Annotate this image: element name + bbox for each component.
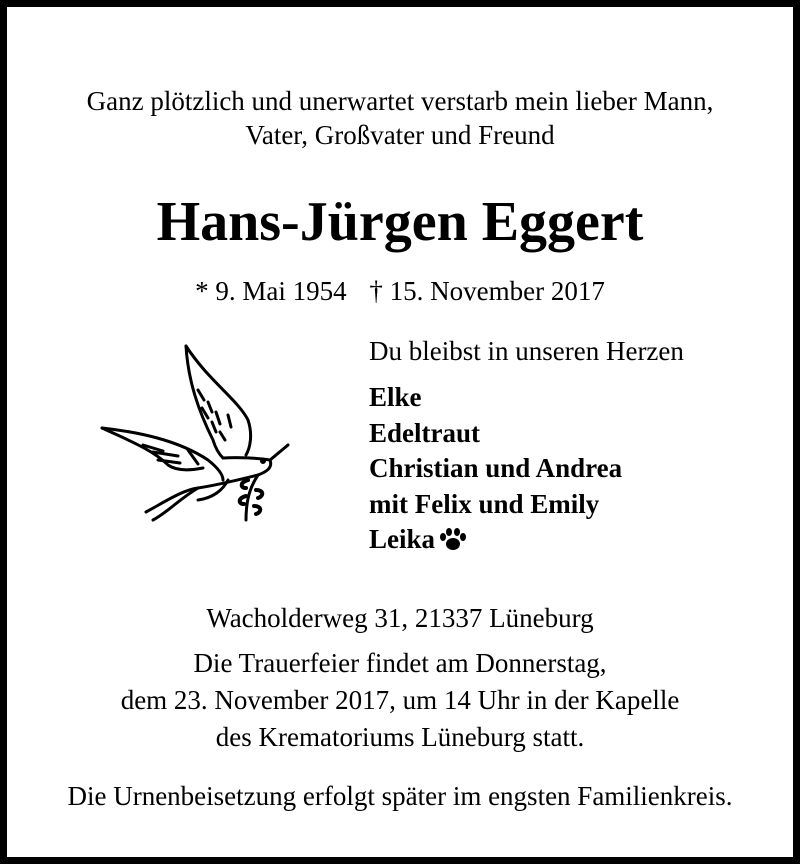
- dove-icon: [98, 340, 298, 530]
- burial-note: Die Urnenbeisetzung erfolgt später im engsten Familienkreis.: [67, 781, 733, 811]
- mourners-list: [369, 380, 622, 558]
- mourner: Christian und Andrea: [369, 453, 623, 483]
- intro-line-1: Ganz plötzlich und unerwartet verstarb mein lieber Mann,: [86, 86, 714, 116]
- death-date: † 15. November 2017: [369, 276, 605, 306]
- intro-line-2: Vater, Großvater und Freund: [245, 120, 555, 150]
- life-dates: [0, 275, 800, 307]
- birth-date: * 9. Mai 1954: [195, 276, 347, 306]
- mourner: Leika: [369, 524, 436, 554]
- deceased-name: Hans-Jürgen Eggert: [156, 191, 644, 253]
- motto: Du bleibst in unseren Herzen: [369, 336, 684, 366]
- mourner-pet: [369, 522, 622, 558]
- ceremony-line-2: dem 23. November 2017, um 14 Uhr in der Kapelle: [120, 685, 680, 715]
- mourner: Elke: [369, 382, 422, 412]
- ceremony-line-1: Die Trauerfeier findet am Donnerstag,: [193, 648, 607, 678]
- mourner: mit Felix und Emily: [369, 488, 600, 519]
- mourner: Edeltraut: [369, 417, 480, 448]
- paw-icon: [439, 527, 467, 551]
- ceremony-line-3: des Krematoriums Lüneburg statt.: [215, 722, 585, 752]
- address: Wacholderweg 31, 21337 Lüneburg: [206, 603, 594, 633]
